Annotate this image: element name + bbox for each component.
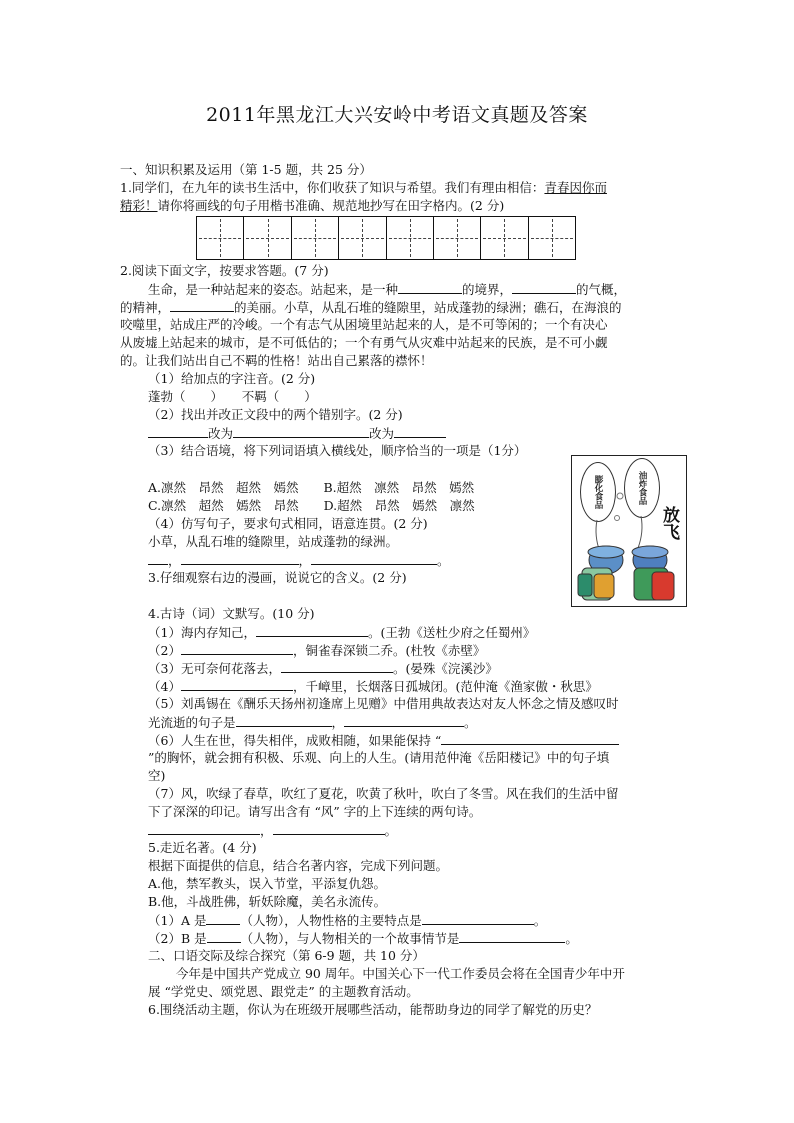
q4-line5-cont: 光流逝的句子是 ， 。 [148,715,477,730]
q4-line4: （4） ，千嶂里，长烟落日孤城闭。(范仲淹《渔家傲・秋思》 [148,679,598,694]
blank[interactable] [206,912,240,925]
q2-sub2: （2）找出并改正文段中的两个错别字。(2 分) [148,407,403,422]
blank[interactable] [181,678,293,691]
q4-heading: 4.古诗（词）文默写。(10 分) [148,606,315,621]
blank[interactable] [273,822,385,835]
q5-clue-a: A.他，禁军教头，误入节堂，平添复仇怨。 [148,876,387,891]
comic-figures [572,456,688,608]
q4-line7-cont: 下了深深的印记。请写出含有 “风” 字的上下连续的两句诗。 [148,804,482,819]
comic-illustration [571,455,687,607]
grid-cell[interactable] [387,217,434,259]
q2-sub1-items: 蓬勃（ ） 不羁（ ） [148,389,317,404]
grid-cell[interactable] [292,217,339,259]
q5-clue-b: B.他，斗战胜佛，斩妖除魔，美名永流传。 [148,894,387,909]
grid-cell[interactable] [244,217,291,259]
q5-sub1: （1）A 是 （人物），人物性格的主要特点是 。 [148,913,547,928]
blank[interactable] [170,299,234,312]
q5-sub2: （2）B 是 （人物），与人物相关的一个故事情节是 。 [148,931,578,946]
q2-para-line5: 的。让我们站出自己不羁的性格！站出自己累落的襟怀！ [120,353,433,368]
balloon-left-text: 膨化食品 [593,475,603,509]
blank[interactable] [422,912,534,925]
q4-line7-answer: ， 。 [148,822,397,838]
q4-line1: （1）海内存知己， 。(王勃《送杜少府之任蜀州》 [148,625,536,640]
blank[interactable] [236,714,332,727]
blank[interactable] [512,281,576,294]
blank[interactable] [233,425,369,438]
q2-sub2-answer: 改为 改为 [148,425,446,441]
section-2-para-line2: 展 “学党史、颂党恩、跟党走” 的主题教育活动。 [148,984,419,999]
blank[interactable] [148,822,260,835]
q2-sub3-options-ab: A.凛然 昂然 超然 嫣然 B.超然 凛然 昂然 嫣然 [148,480,475,495]
grid-cell[interactable] [434,217,481,259]
q2-sub4-answer: ， ， 。 [148,552,450,568]
q5-heading: 5.走近名著。(4 分) [148,840,257,855]
q2-sub3: （3）结合语境，将下列词语填入横线处，顺序恰当的一项是（1分） [148,443,527,458]
section-2-para-line1: 今年是中国共产党成立 90 周年。中国关心下一代工作委员会将在全国青少年中开 [176,966,625,981]
q2-sub4-example: 小草，从乱石堆的缝隙里，站成蓬勃的绿洲。 [148,534,399,549]
blank[interactable] [256,624,368,637]
q2-para-line4: 从废墟上站起来的城市，是不可低估的；一个有勇气从灾难中站起来的民族，是不可小觑 [120,335,608,350]
q4-line7: （7）风，吹绿了春草，吹红了夏花，吹黄了秋叶，吹白了冬雪。风在我们的生活中留 [148,786,619,801]
q5-intro: 根据下面提供的信息，结合名著内容，完成下列问题。 [148,858,449,873]
blank[interactable] [181,642,293,655]
q2-heading: 2.阅读下面文字，按要求答题。(7 分) [120,263,329,278]
blank[interactable] [148,552,168,565]
blank[interactable] [207,930,241,943]
section-1-heading: 一、知识积累及运用（第 1-5 题，共 25 分） [120,162,372,177]
q2-sub1: （1）给加点的字注音。(2 分) [148,371,316,386]
blank[interactable] [441,732,619,745]
blank[interactable] [311,552,437,565]
blank[interactable] [459,930,565,943]
blank[interactable] [394,425,446,438]
q2-para-line3: 咬噬里，站成庄严的冷峻。一个有志气从困境里站起来的人，是不可等闲的；一个有决心 [120,317,608,332]
q2-sub3-options-cd: C.凛然 超然 嫣然 昂然 D.超然 昂然 嫣然 凛然 [148,498,475,513]
q1-line1: 1.同学们，在九年的读书生活中，你们收获了知识与希望。我们有理由相信：青春因你而 [120,180,607,195]
blank[interactable] [281,660,393,673]
page-title: 2011年黑龙江大兴安岭中考语文真题及答案 [206,104,588,126]
grid-cell[interactable] [339,217,386,259]
q2-sub4: （4）仿写句子，要求句式相同，语意连贯。(2 分) [148,516,428,531]
q4-line5: （5）刘禹锡在《酬乐天扬州初逢席上见赠》中借用典故表达对友人怀念之情及感叹时 [148,696,619,711]
grid-cell[interactable] [481,217,528,259]
q4-line6-cont: ”的胸怀，就会拥有积极、乐观、向上的人生。(请用范仲淹《岳阳楼记》中的句子填 [148,750,610,765]
q4-line2: （2） ，铜雀春深锁二乔。(杜牧《赤壁》 [148,643,486,658]
comic-caption: 放飞 [659,506,679,540]
q6-text: 6.围绕活动主题，你认为在班级开展哪些活动，能帮助身边的同学了解党的历史？ [148,1002,598,1017]
q1-line2: 精彩！请你将画线的句子用楷书准确、规范地抄写在田字格内。(2 分) [120,198,505,213]
section-2-heading: 二、口语交际及综合探究（第 6-9 题，共 10 分） [148,948,425,963]
q4-line6-end: 空) [148,768,166,783]
q1-underlined-1: 青春因你而 [544,180,607,195]
q4-line3: （3）无可奈何花落去， 。(晏殊《浣溪沙》 [148,661,498,676]
blank[interactable] [344,714,464,727]
grid-cell[interactable] [197,217,244,259]
q1-underlined-2: 精彩！ [120,198,158,213]
grid-cell[interactable] [529,217,575,259]
balloon-right-text: 油炸食品 [637,471,647,505]
tianzige-grid[interactable] [196,216,576,260]
q2-para-line2: 的精神， 的美丽。小草，从乱石堆的缝隙里，站成蓬勃的绿洲；礁石，在海浪的 [120,300,622,315]
q3-text: 3.仔细观察右边的漫画，说说它的含义。(2 分) [148,570,407,585]
blank[interactable] [398,281,462,294]
blank[interactable] [148,425,208,438]
blank[interactable] [181,552,299,565]
q4-line6: （6）人生在世，得失相伴，成败相随，如果能保持 “ [148,732,619,748]
q2-para-line1: 生命，是一种站起来的姿态。站起来，是一种 的境界， 的气概， [148,282,627,297]
